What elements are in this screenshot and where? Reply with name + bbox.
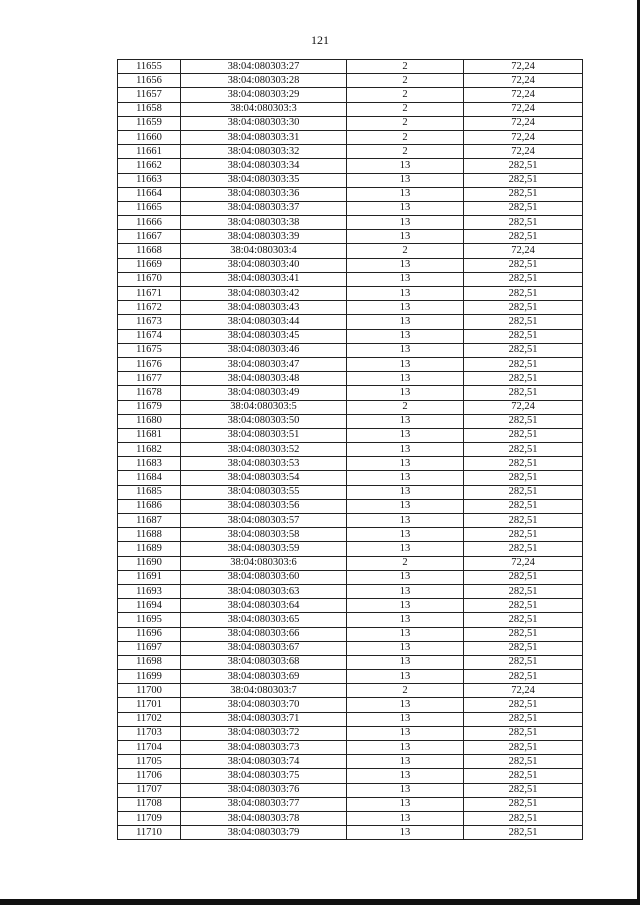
- row-number-cell: 11676: [118, 357, 181, 371]
- quantity-cell: 2: [347, 116, 464, 130]
- amount-cell: 282,51: [464, 726, 583, 740]
- row-number-cell: 11665: [118, 201, 181, 215]
- row-number-cell: 11670: [118, 272, 181, 286]
- amount-cell: 282,51: [464, 216, 583, 230]
- amount-cell: 282,51: [464, 428, 583, 442]
- table-row: [118, 755, 583, 769]
- row-number-cell: 11697: [118, 641, 181, 655]
- table-row: [118, 556, 583, 570]
- amount-cell: 282,51: [464, 655, 583, 669]
- quantity-cell: 13: [347, 187, 464, 201]
- cadastral-number-cell: 38:04:080303:4: [181, 244, 347, 258]
- table-row: [118, 301, 583, 315]
- quantity-cell: 13: [347, 457, 464, 471]
- amount-cell: 282,51: [464, 811, 583, 825]
- cadastral-number-cell: 38:04:080303:55: [181, 485, 347, 499]
- quantity-cell: 2: [347, 130, 464, 144]
- table-row: [118, 670, 583, 684]
- quantity-cell: 13: [347, 343, 464, 357]
- amount-cell: 282,51: [464, 485, 583, 499]
- table-row: [118, 599, 583, 613]
- cadastral-number-cell: 38:04:080303:39: [181, 230, 347, 244]
- amount-cell: 282,51: [464, 613, 583, 627]
- table-row: [118, 244, 583, 258]
- table-row: [118, 712, 583, 726]
- table-row: [118, 60, 583, 74]
- quantity-cell: 2: [347, 74, 464, 88]
- table-row: [118, 116, 583, 130]
- cadastral-number-cell: 38:04:080303:5: [181, 400, 347, 414]
- cadastral-number-cell: 38:04:080303:35: [181, 173, 347, 187]
- amount-cell: 72,24: [464, 102, 583, 116]
- quantity-cell: 13: [347, 216, 464, 230]
- quantity-cell: 2: [347, 244, 464, 258]
- amount-cell: 282,51: [464, 287, 583, 301]
- table-row: [118, 826, 583, 840]
- cadastral-number-cell: 38:04:080303:75: [181, 769, 347, 783]
- quantity-cell: 13: [347, 159, 464, 173]
- amount-cell: 282,51: [464, 698, 583, 712]
- row-number-cell: 11710: [118, 826, 181, 840]
- quantity-cell: 13: [347, 542, 464, 556]
- table-row: [118, 726, 583, 740]
- row-number-cell: 11696: [118, 627, 181, 641]
- table-row: [118, 485, 583, 499]
- table-row: [118, 471, 583, 485]
- quantity-cell: 13: [347, 287, 464, 301]
- row-number-cell: 11661: [118, 145, 181, 159]
- amount-cell: 282,51: [464, 173, 583, 187]
- amount-cell: 282,51: [464, 329, 583, 343]
- row-number-cell: 11662: [118, 159, 181, 173]
- row-number-cell: 11690: [118, 556, 181, 570]
- quantity-cell: 13: [347, 485, 464, 499]
- table-row: [118, 542, 583, 556]
- amount-cell: 282,51: [464, 414, 583, 428]
- quantity-cell: 13: [347, 783, 464, 797]
- table-row: [118, 357, 583, 371]
- table-row: [118, 655, 583, 669]
- cadastral-number-cell: 38:04:080303:50: [181, 414, 347, 428]
- amount-cell: 282,51: [464, 514, 583, 528]
- row-number-cell: 11683: [118, 457, 181, 471]
- row-number-cell: 11655: [118, 60, 181, 74]
- row-number-cell: 11705: [118, 755, 181, 769]
- row-number-cell: 11709: [118, 811, 181, 825]
- amount-cell: 282,51: [464, 542, 583, 556]
- cadastral-number-cell: 38:04:080303:53: [181, 457, 347, 471]
- quantity-cell: 2: [347, 400, 464, 414]
- amount-cell: 72,24: [464, 130, 583, 144]
- row-number-cell: 11688: [118, 528, 181, 542]
- quantity-cell: 13: [347, 599, 464, 613]
- row-number-cell: 11695: [118, 613, 181, 627]
- amount-cell: 282,51: [464, 755, 583, 769]
- quantity-cell: 2: [347, 102, 464, 116]
- quantity-cell: 13: [347, 258, 464, 272]
- amount-cell: 282,51: [464, 301, 583, 315]
- table-row: [118, 428, 583, 442]
- quantity-cell: 13: [347, 201, 464, 215]
- amount-cell: 282,51: [464, 499, 583, 513]
- table-row: [118, 400, 583, 414]
- amount-cell: 282,51: [464, 570, 583, 584]
- row-number-cell: 11687: [118, 514, 181, 528]
- quantity-cell: 13: [347, 471, 464, 485]
- row-number-cell: 11667: [118, 230, 181, 244]
- cadastral-number-cell: 38:04:080303:74: [181, 755, 347, 769]
- cadastral-number-cell: 38:04:080303:59: [181, 542, 347, 556]
- quantity-cell: 2: [347, 88, 464, 102]
- table-row: [118, 499, 583, 513]
- row-number-cell: 11677: [118, 372, 181, 386]
- row-number-cell: 11707: [118, 783, 181, 797]
- quantity-cell: 13: [347, 357, 464, 371]
- table-row: [118, 173, 583, 187]
- row-number-cell: 11706: [118, 769, 181, 783]
- amount-cell: 72,24: [464, 145, 583, 159]
- table-row: [118, 414, 583, 428]
- cadastral-number-cell: 38:04:080303:43: [181, 301, 347, 315]
- amount-cell: 282,51: [464, 599, 583, 613]
- table-row: [118, 201, 583, 215]
- cadastral-number-cell: 38:04:080303:66: [181, 627, 347, 641]
- amount-cell: 282,51: [464, 457, 583, 471]
- table-row: [118, 159, 583, 173]
- cadastral-number-cell: 38:04:080303:29: [181, 88, 347, 102]
- table-row: [118, 797, 583, 811]
- cadastral-number-cell: 38:04:080303:70: [181, 698, 347, 712]
- table-row: [118, 641, 583, 655]
- table-row: [118, 74, 583, 88]
- quantity-cell: 13: [347, 272, 464, 286]
- row-number-cell: 11699: [118, 670, 181, 684]
- quantity-cell: 13: [347, 613, 464, 627]
- row-number-cell: 11675: [118, 343, 181, 357]
- row-number-cell: 11671: [118, 287, 181, 301]
- table-row: [118, 627, 583, 641]
- amount-cell: 282,51: [464, 187, 583, 201]
- cadastral-number-cell: 38:04:080303:60: [181, 570, 347, 584]
- amount-cell: 72,24: [464, 684, 583, 698]
- quantity-cell: 13: [347, 826, 464, 840]
- cadastral-number-cell: 38:04:080303:57: [181, 514, 347, 528]
- quantity-cell: 13: [347, 499, 464, 513]
- cadastral-number-cell: 38:04:080303:49: [181, 386, 347, 400]
- quantity-cell: 13: [347, 230, 464, 244]
- table-row: [118, 514, 583, 528]
- cadastral-number-cell: 38:04:080303:40: [181, 258, 347, 272]
- row-number-cell: 11680: [118, 414, 181, 428]
- cadastral-number-cell: 38:04:080303:76: [181, 783, 347, 797]
- quantity-cell: 13: [347, 584, 464, 598]
- cadastral-number-cell: 38:04:080303:52: [181, 443, 347, 457]
- row-number-cell: 11703: [118, 726, 181, 740]
- cadastral-number-cell: 38:04:080303:64: [181, 599, 347, 613]
- scan-edge-bottom: [0, 899, 640, 905]
- table-row: [118, 145, 583, 159]
- cadastral-number-cell: 38:04:080303:3: [181, 102, 347, 116]
- cadastral-number-cell: 38:04:080303:77: [181, 797, 347, 811]
- quantity-cell: 13: [347, 726, 464, 740]
- table-row: [118, 783, 583, 797]
- quantity-cell: 13: [347, 315, 464, 329]
- table-row: [118, 216, 583, 230]
- row-number-cell: 11663: [118, 173, 181, 187]
- amount-cell: 282,51: [464, 783, 583, 797]
- table-body: [118, 60, 583, 840]
- amount-cell: 282,51: [464, 826, 583, 840]
- amount-cell: 282,51: [464, 769, 583, 783]
- table-row: [118, 372, 583, 386]
- amount-cell: 282,51: [464, 230, 583, 244]
- cadastral-number-cell: 38:04:080303:68: [181, 655, 347, 669]
- row-number-cell: 11694: [118, 599, 181, 613]
- amount-cell: 282,51: [464, 741, 583, 755]
- table-row: [118, 570, 583, 584]
- row-number-cell: 11681: [118, 428, 181, 442]
- table-row: [118, 684, 583, 698]
- cadastral-table: [117, 59, 583, 840]
- cadastral-number-cell: 38:04:080303:51: [181, 428, 347, 442]
- table-row: [118, 102, 583, 116]
- row-number-cell: 11708: [118, 797, 181, 811]
- cadastral-number-cell: 38:04:080303:36: [181, 187, 347, 201]
- cadastral-number-cell: 38:04:080303:46: [181, 343, 347, 357]
- amount-cell: 282,51: [464, 443, 583, 457]
- row-number-cell: 11679: [118, 400, 181, 414]
- table-row: [118, 130, 583, 144]
- cadastral-number-cell: 38:04:080303:71: [181, 712, 347, 726]
- amount-cell: 282,51: [464, 670, 583, 684]
- row-number-cell: 11693: [118, 584, 181, 598]
- amount-cell: 282,51: [464, 528, 583, 542]
- quantity-cell: 13: [347, 570, 464, 584]
- cadastral-number-cell: 38:04:080303:78: [181, 811, 347, 825]
- amount-cell: 282,51: [464, 343, 583, 357]
- cadastral-number-cell: 38:04:080303:44: [181, 315, 347, 329]
- amount-cell: 72,24: [464, 74, 583, 88]
- amount-cell: 282,51: [464, 584, 583, 598]
- table-row: [118, 457, 583, 471]
- row-number-cell: 11673: [118, 315, 181, 329]
- cadastral-number-cell: 38:04:080303:63: [181, 584, 347, 598]
- row-number-cell: 11658: [118, 102, 181, 116]
- cadastral-number-cell: 38:04:080303:73: [181, 741, 347, 755]
- table-row: [118, 584, 583, 598]
- row-number-cell: 11657: [118, 88, 181, 102]
- row-number-cell: 11674: [118, 329, 181, 343]
- row-number-cell: 11672: [118, 301, 181, 315]
- amount-cell: 282,51: [464, 797, 583, 811]
- amount-cell: 282,51: [464, 201, 583, 215]
- cadastral-number-cell: 38:04:080303:38: [181, 216, 347, 230]
- row-number-cell: 11684: [118, 471, 181, 485]
- cadastral-number-cell: 38:04:080303:65: [181, 613, 347, 627]
- quantity-cell: 13: [347, 769, 464, 783]
- row-number-cell: 11656: [118, 74, 181, 88]
- quantity-cell: 2: [347, 60, 464, 74]
- table-row: [118, 343, 583, 357]
- cadastral-number-cell: 38:04:080303:47: [181, 357, 347, 371]
- amount-cell: 282,51: [464, 357, 583, 371]
- table-row: [118, 811, 583, 825]
- quantity-cell: 13: [347, 386, 464, 400]
- cadastral-number-cell: 38:04:080303:45: [181, 329, 347, 343]
- row-number-cell: 11689: [118, 542, 181, 556]
- cadastral-number-cell: 38:04:080303:28: [181, 74, 347, 88]
- amount-cell: 282,51: [464, 386, 583, 400]
- quantity-cell: 13: [347, 811, 464, 825]
- cadastral-number-cell: 38:04:080303:67: [181, 641, 347, 655]
- row-number-cell: 11659: [118, 116, 181, 130]
- amount-cell: 72,24: [464, 556, 583, 570]
- table-row: [118, 741, 583, 755]
- cadastral-number-cell: 38:04:080303:48: [181, 372, 347, 386]
- table-row: [118, 443, 583, 457]
- quantity-cell: 13: [347, 414, 464, 428]
- cadastral-number-cell: 38:04:080303:6: [181, 556, 347, 570]
- cadastral-number-cell: 38:04:080303:58: [181, 528, 347, 542]
- row-number-cell: 11678: [118, 386, 181, 400]
- cadastral-number-cell: 38:04:080303:54: [181, 471, 347, 485]
- amount-cell: 282,51: [464, 372, 583, 386]
- amount-cell: 72,24: [464, 88, 583, 102]
- cadastral-number-cell: 38:04:080303:79: [181, 826, 347, 840]
- amount-cell: 72,24: [464, 244, 583, 258]
- amount-cell: 282,51: [464, 272, 583, 286]
- amount-cell: 282,51: [464, 315, 583, 329]
- amount-cell: 282,51: [464, 159, 583, 173]
- row-number-cell: 11669: [118, 258, 181, 272]
- quantity-cell: 13: [347, 797, 464, 811]
- amount-cell: 282,51: [464, 641, 583, 655]
- quantity-cell: 2: [347, 684, 464, 698]
- row-number-cell: 11660: [118, 130, 181, 144]
- table-row: [118, 258, 583, 272]
- row-number-cell: 11664: [118, 187, 181, 201]
- table-row: [118, 329, 583, 343]
- quantity-cell: 13: [347, 528, 464, 542]
- table-row: [118, 287, 583, 301]
- row-number-cell: 11682: [118, 443, 181, 457]
- quantity-cell: 13: [347, 372, 464, 386]
- row-number-cell: 11701: [118, 698, 181, 712]
- quantity-cell: 13: [347, 428, 464, 442]
- quantity-cell: 13: [347, 443, 464, 457]
- table-row: [118, 272, 583, 286]
- page-number: 121: [311, 33, 329, 47]
- cadastral-number-cell: 38:04:080303:32: [181, 145, 347, 159]
- row-number-cell: 11668: [118, 244, 181, 258]
- table-row: [118, 769, 583, 783]
- quantity-cell: 13: [347, 755, 464, 769]
- row-number-cell: 11702: [118, 712, 181, 726]
- amount-cell: 282,51: [464, 627, 583, 641]
- cadastral-number-cell: 38:04:080303:31: [181, 130, 347, 144]
- quantity-cell: 13: [347, 514, 464, 528]
- quantity-cell: 13: [347, 670, 464, 684]
- amount-cell: 282,51: [464, 712, 583, 726]
- table-row: [118, 315, 583, 329]
- cadastral-number-cell: 38:04:080303:27: [181, 60, 347, 74]
- quantity-cell: 13: [347, 627, 464, 641]
- quantity-cell: 13: [347, 712, 464, 726]
- table-row: [118, 528, 583, 542]
- cadastral-number-cell: 38:04:080303:7: [181, 684, 347, 698]
- cadastral-number-cell: 38:04:080303:72: [181, 726, 347, 740]
- quantity-cell: 13: [347, 301, 464, 315]
- table-row: [118, 613, 583, 627]
- cadastral-number-cell: 38:04:080303:69: [181, 670, 347, 684]
- cadastral-number-cell: 38:04:080303:34: [181, 159, 347, 173]
- row-number-cell: 11666: [118, 216, 181, 230]
- row-number-cell: 11700: [118, 684, 181, 698]
- quantity-cell: 2: [347, 145, 464, 159]
- table-row: [118, 88, 583, 102]
- quantity-cell: 13: [347, 173, 464, 187]
- quantity-cell: 13: [347, 641, 464, 655]
- quantity-cell: 13: [347, 655, 464, 669]
- row-number-cell: 11691: [118, 570, 181, 584]
- amount-cell: 72,24: [464, 400, 583, 414]
- row-number-cell: 11698: [118, 655, 181, 669]
- quantity-cell: 13: [347, 329, 464, 343]
- table-row: [118, 187, 583, 201]
- table-row: [118, 386, 583, 400]
- table-row: [118, 698, 583, 712]
- table-row: [118, 230, 583, 244]
- amount-cell: 282,51: [464, 471, 583, 485]
- cadastral-number-cell: 38:04:080303:56: [181, 499, 347, 513]
- amount-cell: 282,51: [464, 258, 583, 272]
- quantity-cell: 13: [347, 698, 464, 712]
- amount-cell: 72,24: [464, 60, 583, 74]
- row-number-cell: 11685: [118, 485, 181, 499]
- quantity-cell: 13: [347, 741, 464, 755]
- cadastral-number-cell: 38:04:080303:37: [181, 201, 347, 215]
- cadastral-number-cell: 38:04:080303:41: [181, 272, 347, 286]
- row-number-cell: 11704: [118, 741, 181, 755]
- cadastral-number-cell: 38:04:080303:42: [181, 287, 347, 301]
- amount-cell: 72,24: [464, 116, 583, 130]
- quantity-cell: 2: [347, 556, 464, 570]
- cadastral-number-cell: 38:04:080303:30: [181, 116, 347, 130]
- row-number-cell: 11686: [118, 499, 181, 513]
